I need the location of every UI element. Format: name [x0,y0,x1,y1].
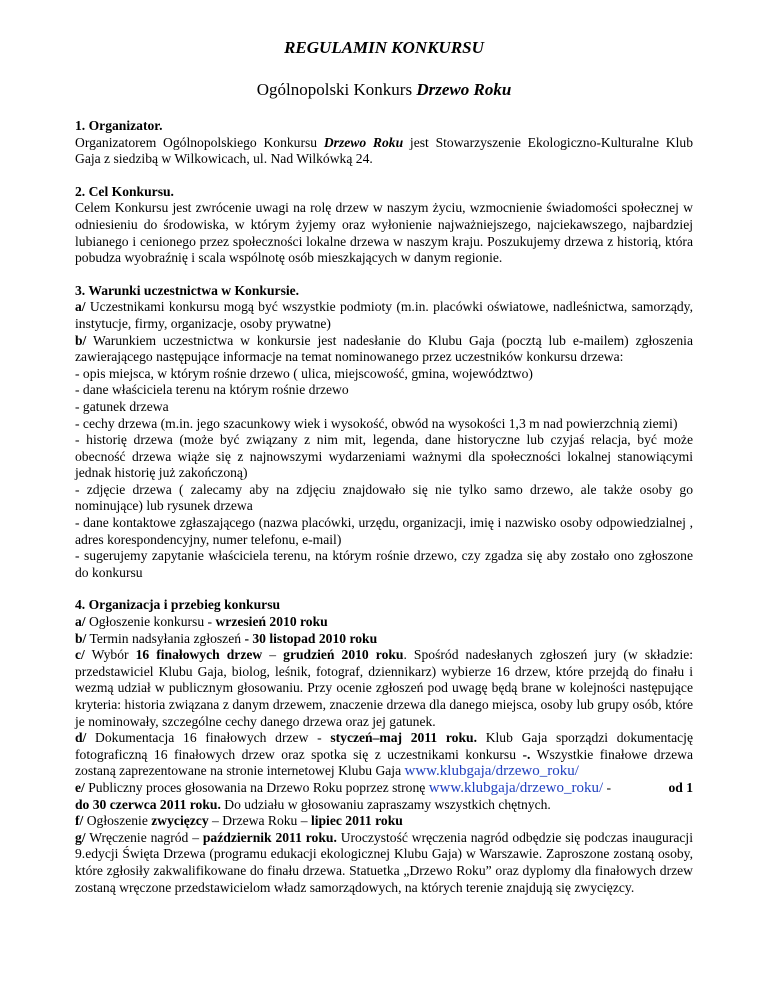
list-item: - opis miejsca, w którym rośnie drzewo ( ulica, miejscowość, gmina, województwo) [75,365,533,381]
list-item: - dane właściciela terenu na którym rośnie drzewo [75,382,349,398]
step-f: f/ Ogłoszenie zwycięzcy – Drzewa Roku – lipiec 2011 roku [75,813,403,829]
step-a: a/ Ogłoszenie konkursu - wrzesień 2010 roku [75,614,328,630]
list-item: - gatunek drzewa [75,398,169,414]
section-organization [75,597,693,896]
section-heading: 1. Organizator. [75,118,163,133]
document-body [75,118,693,896]
step-e: od 1 e/ Publiczny proces głosowania na Drzewo Roku poprzez stronę www.klubgaja/drzewo_roku/ - do 30 czerwca 2011 roku. Do udziału w głosowaniu zapraszamy wszystkich chętnych. [75,779,693,812]
list-item: - dane kontaktowe zgłaszającego (nazwa placówki, urzędu, organizacji, imię i nazwisko osoby odpowiedzialnej , adres korespondencyjny, numer telefonu, e-mail) [75,515,693,547]
document-title: REGULAMIN KONKURSU [284,38,484,57]
website-link[interactable]: www.klubgaja/drzewo_roku/ [404,763,579,780]
list-item: - historię drzewa (może być związany z nim mit, legenda, dane historyczne lub czyjaś relacja, być może obecność drzewa wiąże się z najnowszymi wydarzeniami ważnymi dla społeczności lokalnej stanowiącymi jednak historię już zakończoną) [75,432,693,481]
section-heading: 2. Cel Konkursu. [75,183,174,199]
section-heading: 3. Warunki uczestnictwa w Konkursie. [75,282,300,298]
section-goal [75,184,693,267]
step-c: c/ Wybór 16 finałowych drzew – grudzień 2010 roku. Spośród nadesłanych zgłoszeń jury (w składzie: przedstawiciel Klubu Gaja, biolog, leśnik, fotograf, dziennikarz) wybierze 16 drzew, które przejdą do finału i wezmą udział w publicznym głosowaniu. Przy ocenie zgłoszeń pod uwagę będą brane w kolejności następujące kryteria: historia związana z danym drzewem, znaczenie drzewa dla danego miejsca, osoby lub grupy osób, które je nominowały, szczególne cechy danego drzewa oraz jej gatunek. [75,647,694,729]
list-item: - cechy drzewa (m.in. jego szacunkowy wiek i wysokość, obwód na wysokości 1,3 m nad powierzchnią ziemi) [75,415,678,431]
section-conditions: 3. Warunki uczestnictwa w Konkursie. a/ Uczestnikami konkursu mogą być wszystkie podmioty (m.in. placówki oświatowe, nadleśnictwa, samorządy, instytucje, firmy, organizacje, osoby prywatne) b/ Warunkiem uczestnictwa w konkursie jest nadesłanie do Klubu Gaja (pocztą lub e-mailem) zgłoszenia zawierającego następujące informacje na temat nominowanego przez uczestników konkursu drzewa: - opis miejsca, w którym rośnie drzewo ( ulica, miejscowość, gmina, województwo) - dane właściciela terenu na którym rośnie drzewo - gatunek drzewa - cechy drzewa (m.in. jego szacunkowy wiek i wysokość, obwód na wysokości 1,3 m nad powierzchnią ziemi) - historię drzewa (może być związany z nim mit, legenda, dane historyczne lub czyjaś relacja, być może obecność drzewa wiąże się z najnowszymi wydarzeniami ważnymi dla społeczności lokalnej stanowiącymi jednak historię już zakończoną) - zdjęcie drzewa ( zalecamy aby na zdjęciu znajdowało się nie tylko samo drzewo, ale także osoby go nominujące) lub rysunek drzewa - dane kontaktowe zgłaszającego (nazwa placówki, urzędu, organizacji, imię i nazwisko osoby odpowiedzialnej , adres korespondencyjny, numer telefonu, e-mail) - sugerujemy zapytanie właściciela terenu, na którym rośnie drzewo, czy zgadza się aby zostało ono zgłoszone do konkursu [75,282,693,580]
step-b: b/ Termin nadsyłania zgłoszeń - 30 listopad 2010 roku [75,630,378,646]
document-subtitle: Ogólnopolski Konkurs Drzewo Roku [256,80,512,99]
section-text: Celem Konkursu jest zwrócenie uwagi na rolę drzew w naszym życiu, wzmocnienie świadomości społecznej w odniesieniu do środowiska, w którym żyjemy oraz wyłonienie najważniejszego, najciekawszego, najbardziej lubianego i cenionego przez społeczności lokalne drzewa w naszym kraju. Poszukujemy drzewa z historią, która pobudza wyobraźnię i scala wspólnotę osób mieszkających w danym regionie. [75,200,693,266]
voting-link[interactable]: www.klubgaja/drzewo_roku/ [428,779,604,796]
step-g: g/ Wręczenie nagród – październik 2011 roku. Uroczystość wręczenia nagród odbędzie się podczas inauguracji 9.edycji Święta Drzewa (programu edukacji ekologicznej Klubu Gaja) w Warszawie. Zaproszone zostaną osoby, które zgłosiły zakwalifikowane do finału drzewa. Statuetka „Drzewo Roku” oraz dyplomy dla finałowych drzew zostaną wręczone przedstawicielom władz samorządowych, na których terenie znajdują się zwycięzcy. [75,829,693,895]
section-organizer: 1. Organizator. Organizatorem Ogólnopolskiego Konkursu Drzewo Roku jest Stowarzyszenie Ekologiczno-Kulturalne Klub Gaja z siedzibą w Wilkowicach, ul. Nad Wilkówką 24. [75,118,693,167]
contest-name: Drzewo Roku [416,80,512,99]
list-item: - zdjęcie drzewa ( zalecamy aby na zdjęciu znajdowało się nie tylko samo drzewo, ale także osoby go nominujące) lub rysunek drzewa [75,481,693,514]
section-heading: 4. Organizacja i przebieg konkursu [75,597,281,613]
step-d: d/ Dokumentacja 16 finałowych drzew - styczeń–maj 2011 roku. Klub Gaja sporządzi dokumentację fotograficzną 16 finałowych drzew oraz spotka się z uczestnikami konkursu -. Wszystkie finałowe drzewa zostaną zaprezentowane na stronie internetowej Klubu Gaja www.klubgaja/drzewo_roku/ [75,730,694,780]
list-item: - sugerujemy zapytanie właściciela terenu, na którym rośnie drzewo, czy zgadza się aby zostało ono zgłoszone do konkursu [75,548,693,580]
